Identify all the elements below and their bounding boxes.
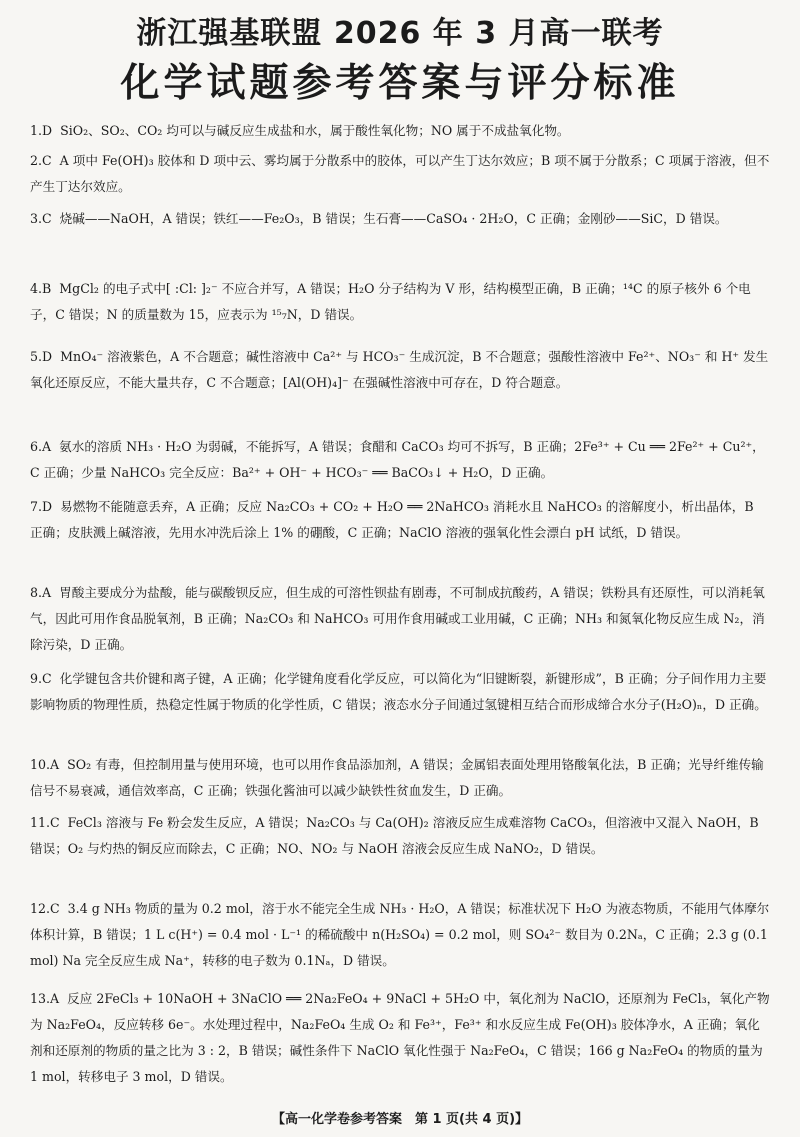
answer-explanation: 胃酸主要成分为盐酸，能与碳酸钡反应，但生成的可溶性钡盐有剧毒，不可制成抗酸药，A 错误；铁粉具有还原性，可以消耗氧气，因此可用作食品脱氧剂，B 正确；Na₂CO₃ 和 NaHCO₃ 可用作食用碱或工业用碱，C 正确；NH₃ 和氮氧化物反应生成 N₂，消除污染，D 正确。 bbox=[30, 585, 765, 652]
answer-item bbox=[30, 666, 770, 718]
answer-number: 12.C bbox=[30, 901, 60, 916]
answer-number: 3.C bbox=[30, 211, 52, 226]
document-title: 化学试题参考答案与评分标准 bbox=[120, 61, 680, 106]
answer-number: 1.D bbox=[30, 123, 53, 138]
answer-explanation: SO₂ 有毒，但控制用量与使用环境，也可以用作食品添加剂，A 错误；金属铝表面处理用铬酸氧化法，B 正确；光导纤维传输信号不易衰减，通信效率高，C 正确；铁强化酱油可以减少缺铁性贫血发生，D 正确。 bbox=[30, 757, 764, 798]
answer-item bbox=[30, 206, 770, 232]
answer-item bbox=[30, 580, 770, 658]
answer-number: 2.C bbox=[30, 153, 52, 168]
answer-item bbox=[30, 148, 770, 200]
answer-number: 7.D bbox=[30, 499, 53, 514]
answer-explanation: 氨水的溶质 NH₃ · H₂O 为弱碱，不能拆写，A 错误；食醋和 CaCO₃ 均可不拆写，B 正确；2Fe³⁺ + Cu ══ 2Fe²⁺ + Cu²⁺，C 正确；少量 NaHCO₃ 完全反应：Ba²⁺ + OH⁻ + HCO₃⁻ ══ BaCO₃↓ + H₂O，D 正确。 bbox=[30, 439, 765, 480]
answer-number: 13.A bbox=[30, 991, 60, 1006]
answer-explanation: FeCl₃ 溶液与 Fe 粉会发生反应，A 错误；Na₂CO₃ 与 Ca(OH)₂ 溶液反应生成难溶物 CaCO₃，但溶液中又混入 NaOH，B 错误；O₂ 与灼热的铜反应而除去，C 正确；NO、NO₂ 与 NaOH 溶液会反应生成 NaNO₂，D 错误。 bbox=[30, 815, 759, 856]
answer-item bbox=[30, 986, 770, 1090]
answer-explanation: 反应 2FeCl₃ + 10NaOH + 3NaClO ══ 2Na₂FeO₄ + 9NaCl + 5H₂O 中，氧化剂为 NaClO，还原剂为 FeCl₃，氧化产物为 Na₂FeO₄，反应转移 6e⁻。水处理过程中，Na₂FeO₄ 生成 O₂ 和 Fe³⁺，Fe³⁺ 和水反应生成 Fe(OH)₃ 胶体净水，A 正确；氧化剂和还原剂的物质的量之比为 3 : 2，B 错误；碱性条件下 NaClO 氧化性强于 Na₂FeO₄，C 错误；166 g Na₂FeO₄ 的物质的量为 1 mol，转移电子 3 mol，D 错误。 bbox=[30, 991, 770, 1084]
answer-number: 9.C bbox=[30, 671, 52, 686]
answer-item bbox=[30, 344, 770, 396]
answer-number: 4.B bbox=[30, 281, 52, 296]
answer-explanation: A 项中 Fe(OH)₃ 胶体和 D 项中云、雾均属于分散系中的胶体，可以产生丁达尔效应；B 项不属于分散系；C 项属于溶液，但不产生丁达尔效应。 bbox=[30, 153, 770, 194]
answer-item bbox=[30, 434, 770, 486]
answer-number: 5.D bbox=[30, 349, 53, 364]
answer-explanation: SiO₂、SO₂、CO₂ 均可以与碱反应生成盐和水，属于酸性氧化物；NO 属于不成盐氧化物。 bbox=[60, 123, 570, 138]
answer-item bbox=[30, 896, 770, 974]
page-footer: 【高一化学卷参考答案 第 1 页(共 4 页)】 bbox=[271, 1112, 529, 1127]
answer-explanation: 3.4 g NH₃ 物质的量为 0.2 mol，溶于水不能完全生成 NH₃ · H₂O，A 错误；标准状况下 H₂O 为液态物质，不能用气体摩尔体积计算，B 错误；1 L c(H⁺) = 0.4 mol · L⁻¹ 的稀硫酸中 n(H₂SO₄) = 0.2 mol，则 SO₄²⁻ 数目为 0.2Nₐ，C 正确；2.3 g (0.1 mol) Na 完全反应生成 Na⁺，转移的电子数为 0.1Nₐ，D 错误。 bbox=[30, 901, 770, 968]
answer-item bbox=[30, 276, 770, 328]
answer-number: 8.A bbox=[30, 585, 52, 600]
answer-item bbox=[30, 118, 770, 144]
answer-number: 6.A bbox=[30, 439, 52, 454]
answer-explanation: 易燃物不能随意丢弃，A 正确；反应 Na₂CO₃ + CO₂ + H₂O ══ 2NaHCO₃ 消耗水且 NaHCO₃ 的溶解度小，析出晶体，B 正确；皮肤溅上碱溶液，先用水冲洗后涂上 1% 的硼酸，C 正确；NaClO 溶液的强氧化性会漂白 pH 试纸，D 错误。 bbox=[30, 499, 754, 540]
answer-explanation: MgCl₂ 的电子式中[ :Cl: ]₂⁻ 不应合并写，A 错误；H₂O 分子结构为 V 形，结构模型正确，B 正确；¹⁴C 的原子核外 6 个电子，C 错误；N 的质量数为 15，应表示为 ¹⁵₇N，D 错误。 bbox=[30, 281, 751, 322]
answer-explanation: MnO₄⁻ 溶液紫色，A 不合题意；碱性溶液中 Ca²⁺ 与 HCO₃⁻ 生成沉淀，B 不合题意；强酸性溶液中 Fe²⁺、NO₃⁻ 和 H⁺ 发生氧化还原反应，不能大量共存，C 不合题意；[Al(OH)₄]⁻ 在强碱性溶液中可存在，D 符合题意。 bbox=[30, 349, 769, 390]
answer-item bbox=[30, 752, 770, 804]
exam-title: 浙江强基联盟 2026 年 3 月高一联考 bbox=[136, 16, 664, 51]
answer-number: 11.C bbox=[30, 815, 60, 830]
answer-explanation: 烧碱——NaOH，A 错误；铁红——Fe₂O₃，B 错误；生石膏——CaSO₄ · 2H₂O，C 正确；金刚砂——SiC，D 错误。 bbox=[59, 211, 728, 226]
answer-number: 10.A bbox=[30, 757, 60, 772]
answer-item bbox=[30, 494, 770, 546]
answer-explanation: 化学键包含共价键和离子键，A 正确；化学键角度看化学反应，可以简化为“旧键断裂，新键形成”，B 正确；分子间作用力主要影响物质的物理性质，热稳定性属于物质的化学性质，C 错误；液态水分子间通过氢键相互结合而形成缔合水分子(H₂O)ₙ，D 正确。 bbox=[30, 671, 767, 712]
answer-item bbox=[30, 810, 770, 862]
